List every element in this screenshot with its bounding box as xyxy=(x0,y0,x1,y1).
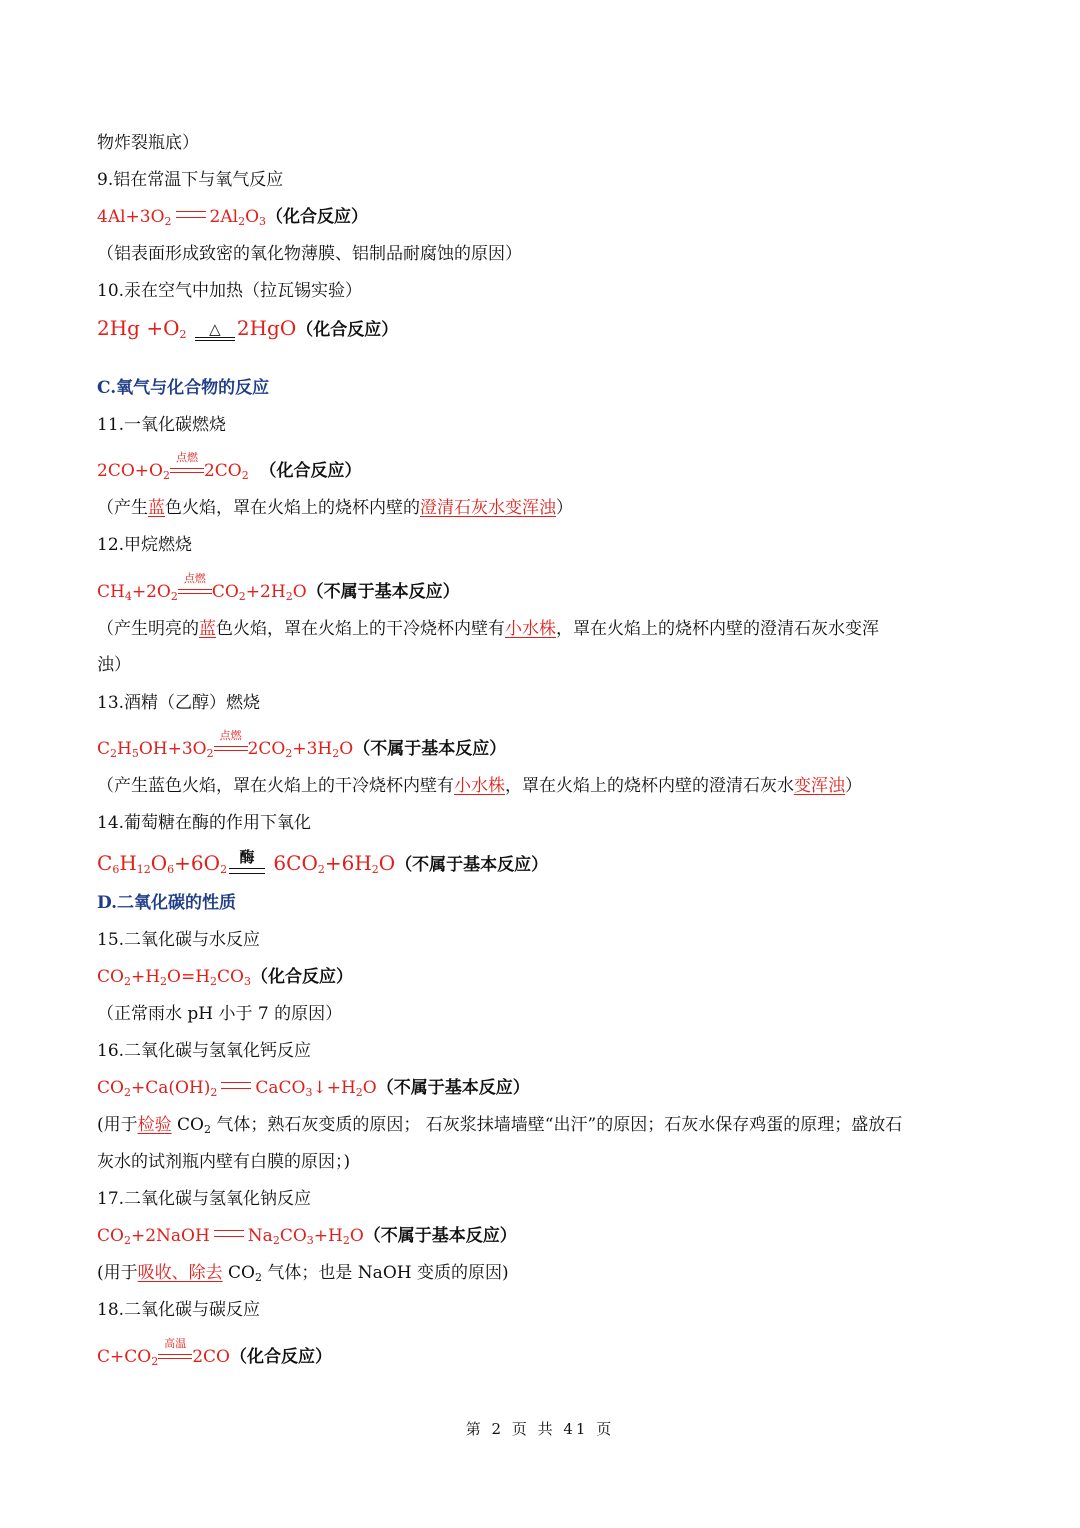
section-d-heading: D.二氧化碳的性质 xyxy=(97,893,237,913)
heat-condition xyxy=(193,319,237,341)
item-16-title: 16.二氧化碳与氢氧化钙反应 xyxy=(97,1041,312,1061)
page-footer: 第 2 页 共 41 页 xyxy=(465,1420,615,1438)
reaction-type: （不属于基本反应） xyxy=(376,1078,530,1098)
equals-sign xyxy=(176,211,206,218)
equals-sign xyxy=(221,1082,251,1089)
reaction-condition: 点燃 xyxy=(178,580,212,600)
reaction-condition: 点燃 xyxy=(170,459,204,479)
reaction-type: （不属于基本反应） xyxy=(353,739,507,759)
item-14-title: 14.葡萄糖在酶的作用下氧化 xyxy=(97,813,312,833)
enzyme-condition: 酶 xyxy=(227,851,267,877)
item-12-note-cont: 浊） xyxy=(97,655,131,675)
equation-15: $CO_2+H_2O=H_2CO_3$（化合反应） xyxy=(97,967,353,988)
equation-17: $CO_2+2NaOH$ $Na_2CO_3+H_2O$（不属于基本反应） xyxy=(97,1226,517,1247)
item-15-note: （正常雨水 pH 小于 7 的原因） xyxy=(97,1004,343,1024)
item-16-note: (用于检验 $CO_2$ 气体；熟石灰变质的原因； 石灰浆抹墙墙壁“出汗”的原因；石灰水保存鸡蛋的原理；盛放石 xyxy=(97,1115,903,1136)
item-15-title: 15.二氧化碳与水反应 xyxy=(97,930,261,950)
item-17-title: 17.二氧化碳与氢氧化钠反应 xyxy=(97,1189,312,1209)
equation-11: $2CO+O_2$ 点燃 $2CO_2$ （化合反应） xyxy=(97,451,362,482)
equation-10: $2Hg +O_2$ △ 2HgO（化合反应） xyxy=(97,316,399,341)
equals-sign xyxy=(214,1230,244,1237)
equation-12: $CH_4+2O_2$ 点燃 $CO_2+2H_2O$（不属于基本反应） xyxy=(97,572,460,603)
reaction-type: （不属于基本反应） xyxy=(395,855,549,875)
item-17-note: (用于吸收、除去 $CO_2$ 气体；也是 NaOH 变质的原因) xyxy=(97,1263,509,1284)
reaction-type: （不属于基本反应） xyxy=(306,582,460,602)
item-9-note: （铝表面形成致密的氧化物薄膜、铝制品耐腐蚀的原因） xyxy=(97,244,522,264)
reaction-type: （不属于基本反应） xyxy=(363,1226,517,1246)
item-10-title: 10.汞在空气中加热（拉瓦锡实验） xyxy=(97,281,363,301)
item-11-note: （产生蓝色火焰，罩在火焰上的烧杯内壁的澄清石灰水变浑浊） xyxy=(97,498,573,518)
reaction-type: （化合反应） xyxy=(296,320,399,340)
equation-18: $C+CO_2$ 高温 2CO（化合反应） xyxy=(97,1337,332,1368)
equation-14: $C_6H_{12}O_6+6O_2$ 酶 $6CO_2+6H_2O$（不属于基本反应） xyxy=(97,848,549,876)
heat-triangle-icon: △ xyxy=(209,320,221,338)
item-16-note-cont: 灰水的试剂瓶内壁有白膜的原因；) xyxy=(97,1152,351,1172)
reaction-condition: 点燃 xyxy=(214,737,248,757)
item-18-title: 18.二氧化碳与碳反应 xyxy=(97,1300,261,1320)
item-12-title: 12.甲烷燃烧 xyxy=(97,535,193,555)
reaction-condition: 高温 xyxy=(158,1345,192,1365)
reaction-type: （化合反应） xyxy=(259,461,362,481)
item-13-title: 13.酒精（乙醇）燃烧 xyxy=(97,693,261,713)
reaction-type: （化合反应） xyxy=(229,1347,332,1367)
item-11-title: 11.一氧化碳燃烧 xyxy=(97,415,227,435)
item-13-note: （产生蓝色火焰，罩在火焰上的干冷烧杯内壁有小水株，罩在火焰上的烧杯内壁的澄清石灰水变浑浊） xyxy=(97,776,862,796)
reaction-type: （化合反应） xyxy=(266,207,368,227)
section-c-heading: C.氧气与化合物的反应 xyxy=(97,378,270,398)
equation-13: $C_2H_5OH+3O_2$ 点燃 $2CO_2+3H_2O$（不属于基本反应） xyxy=(97,729,507,760)
equation-16: $CO_2+Ca(OH)_2$ $CaCO_3↓+H_2O$（不属于基本反应） xyxy=(97,1078,530,1099)
reaction-type: （化合反应） xyxy=(251,967,353,987)
item-9-title: 9.铝在常温下与氧气反应 xyxy=(97,170,284,190)
text-line: 物炸裂瓶底） xyxy=(97,133,199,153)
item-12-note: （产生明亮的蓝色火焰，罩在火焰上的干冷烧杯内壁有小水株，罩在火焰上的烧杯内壁的澄清石灰水变浑 xyxy=(97,619,879,639)
equation-9: $4Al+3O_2$ $2Al_2O_3$（化合反应） xyxy=(97,207,368,228)
